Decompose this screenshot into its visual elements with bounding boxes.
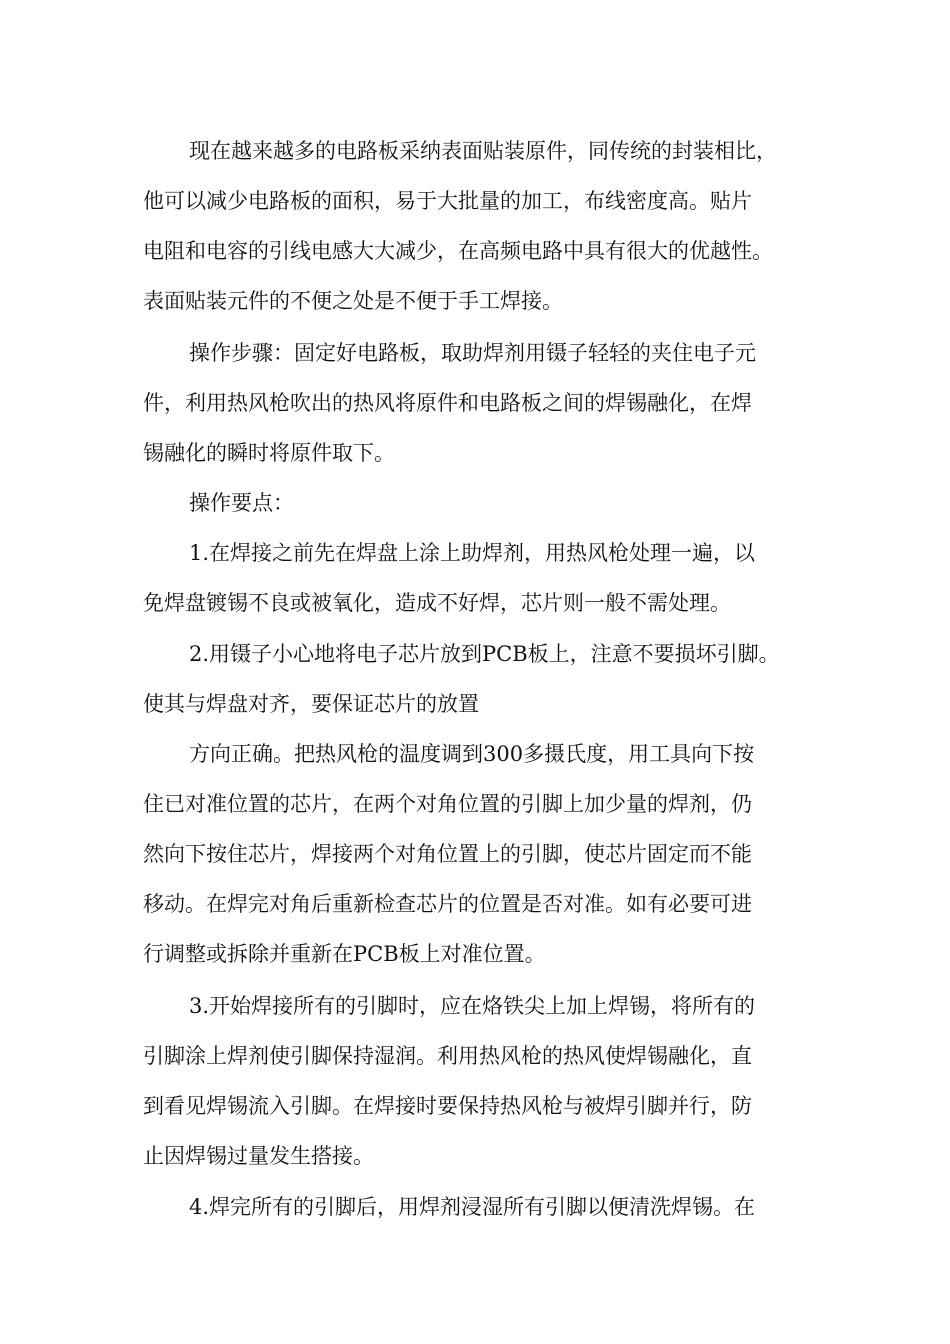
paragraph-4-line-1: 1.在焊接之前先在焊盘上涂上助焊剂，用热风枪处理一遍，以 bbox=[189, 541, 756, 565]
paragraph-2-line-3: 锡融化的瞬时将原件取下。 bbox=[143, 441, 395, 465]
paragraph-6-line-4: 移动。在焊完对角后重新检查芯片的位置是否对准。如有必要可进 bbox=[143, 892, 752, 916]
paragraph-2-line-1: 操作步骤：固定好电路板，取助焊剂用镊子轻轻的夹住电子元 bbox=[189, 341, 756, 365]
paragraph-3-line-1: 操作要点： bbox=[189, 491, 294, 515]
paragraph-7-line-3: 到看见焊锡流入引脚。在焊接时要保持热风枪与被焊引脚并行，防 bbox=[143, 1094, 752, 1118]
paragraph-6-line-1: 方向正确。把热风枪的温度调到300多摄氏度，用工具向下按 bbox=[189, 742, 755, 766]
paragraph-5-line-1: 2.用镊子小心地将电子芯片放到PCB板上，注意不要损坏引脚。 bbox=[189, 642, 780, 666]
paragraph-7-line-2: 引脚涂上焊剂使引脚保持湿润。利用热风枪的热风使焊锡融化，直 bbox=[143, 1044, 752, 1068]
paragraph-8-line-1: 4.焊完所有的引脚后，用焊剂浸湿所有引脚以便清洗焊锡。在 bbox=[189, 1195, 756, 1219]
paragraph-4-line-2: 免焊盘镀锡不良或被氧化，造成不好焊，芯片则一般不需处理。 bbox=[143, 591, 731, 615]
paragraph-6-line-2: 住已对准位置的芯片，在两个对角位置的引脚上加少量的焊剂，仍 bbox=[143, 792, 752, 816]
paragraph-1-line-4: 表面贴装元件的不便之处是不便于手工焊接。 bbox=[143, 289, 563, 313]
paragraph-7-line-1: 3.开始焊接所有的引脚时，应在烙铁尖上加上焊锡，将所有的 bbox=[189, 994, 756, 1018]
paragraph-1-line-2: 他可以减少电路板的面积，易于大批量的加工，布线密度高。贴片 bbox=[143, 189, 752, 213]
paragraph-2-line-2: 件，利用热风枪吹出的热风将原件和电路板之间的焊锡融化，在焊 bbox=[143, 391, 752, 415]
paragraph-1-line-1: 现在越来越多的电路板采纳表面贴装原件，同传统的封装相比， bbox=[189, 139, 777, 163]
paragraph-1-line-3: 电阻和电容的引线电感大大减少，在高频电路中具有很大的优越性。 bbox=[143, 239, 773, 263]
paragraph-5-line-2: 使其与焊盘对齐，要保证芯片的放置 bbox=[143, 692, 479, 716]
paragraph-7-line-4: 止因焊锡过量发生搭接。 bbox=[143, 1144, 374, 1168]
paragraph-6-line-3: 然向下按住芯片，焊接两个对角位置上的引脚，使芯片固定而不能 bbox=[143, 842, 752, 866]
paragraph-6-line-5: 行调整或拆除并重新在PCB板上对准位置。 bbox=[143, 942, 546, 966]
